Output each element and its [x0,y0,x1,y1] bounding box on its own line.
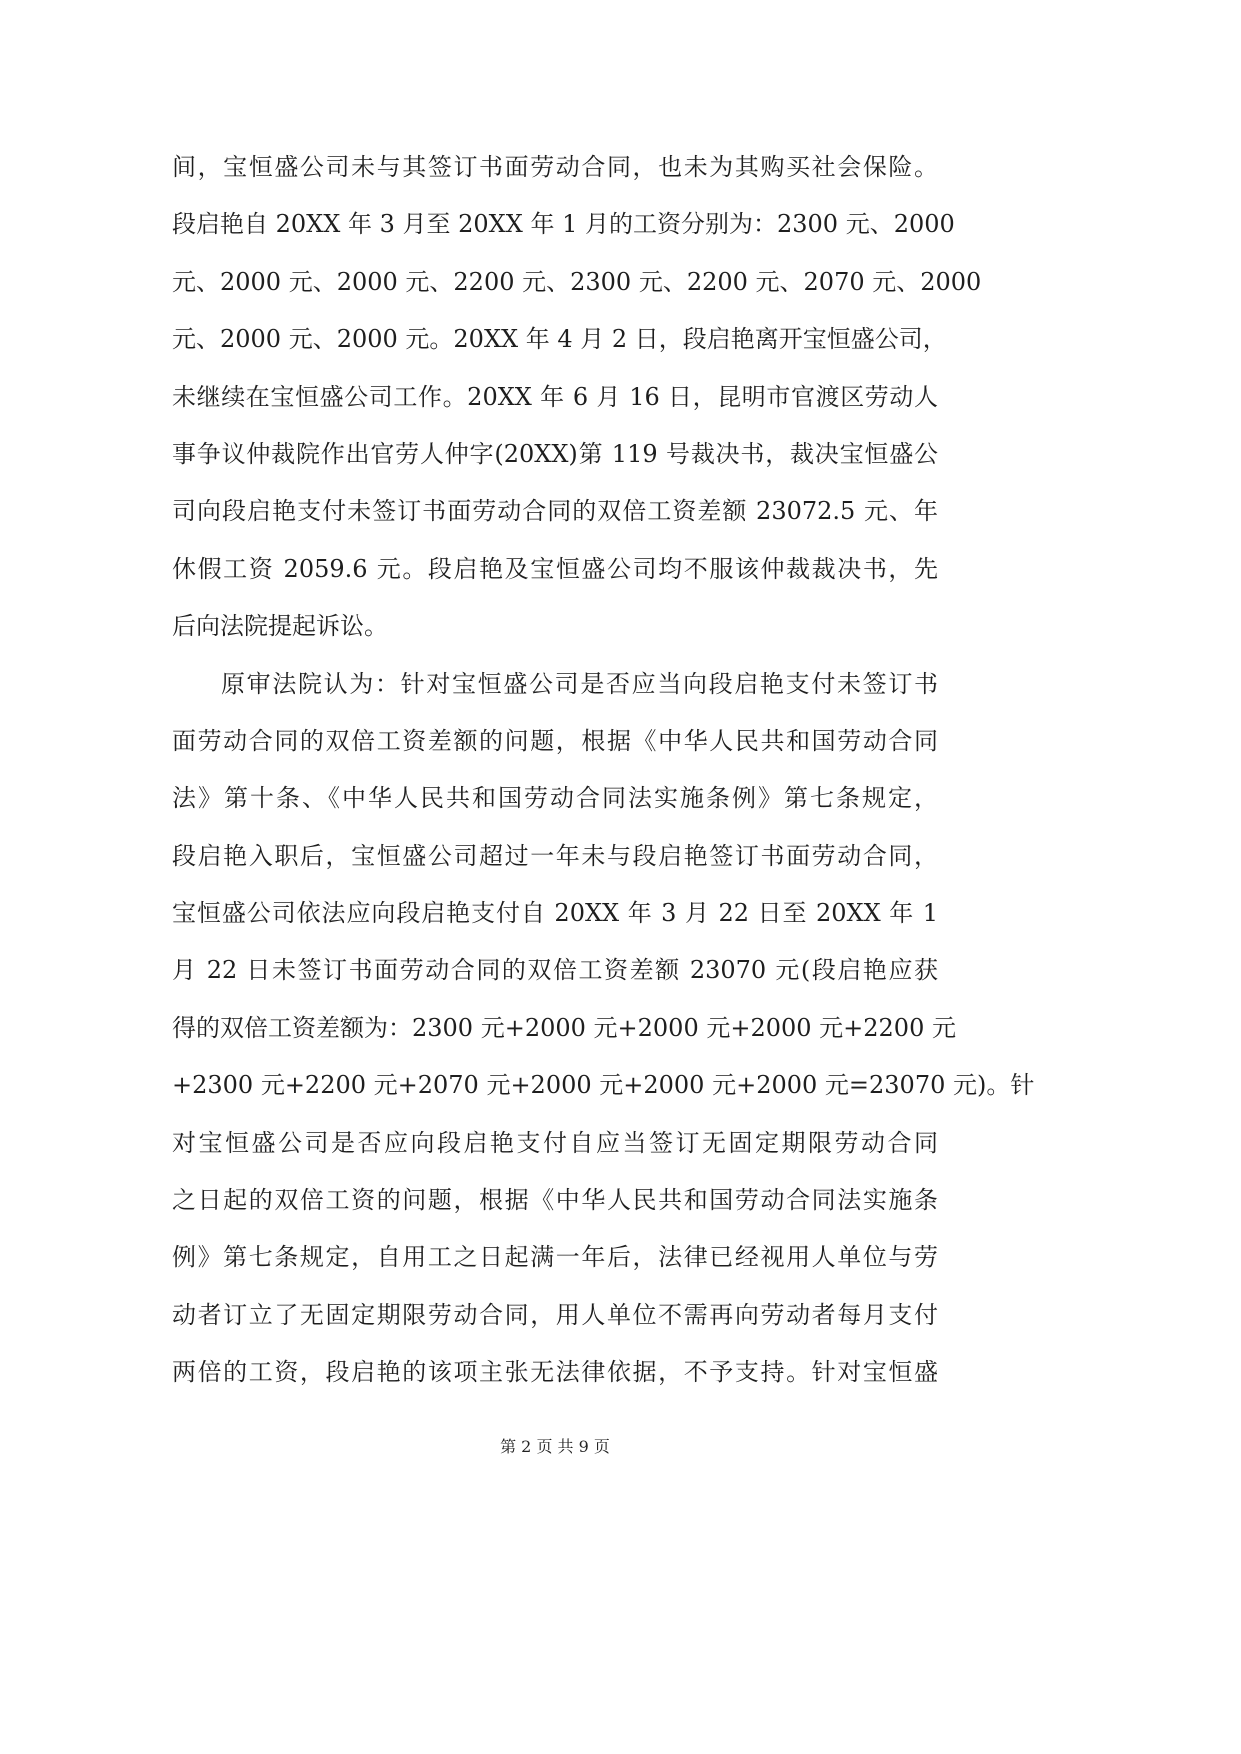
text-line: 事争议仲裁院作出官劳人仲字(20XX)第 119 号裁决书，裁决宝恒盛公 [172,439,938,468]
text-line: 段启艳入职后，宝恒盛公司超过一年未与段启艳签订书面劳动合同， [172,841,938,870]
text-line: 后向法院提起诉讼。 [172,612,388,641]
text-line: 得的双倍工资差额为：2300 元+2000 元+2000 元+2000 元+2200 元 [172,1013,956,1042]
document-body [172,139,1035,1402]
text-line: 段启艳自 20XX 年 3 月至 20XX 年 1 月的工资分别为：2300 元、2000 [172,210,955,239]
text-line: 未继续在宝恒盛公司工作。20XX 年 6 月 16 日，昆明市官渡区劳动人 [172,382,938,411]
text-line: 动者订立了无固定期限劳动合同，用人单位不需再向劳动者每月支付 [172,1300,938,1329]
page-number-footer: 第 2 页 共 9 页 [500,1437,610,1456]
paragraph-court-opinion [172,656,1035,1402]
text-line: 原审法院认为：针对宝恒盛公司是否应当向段启艳支付未签订书 [221,669,938,698]
text-line: 元、2000 元、2000 元。20XX 年 4 月 2 日，段启艳离开宝恒盛公司， [172,325,947,354]
text-line: 司向段启艳支付未签订书面劳动合同的双倍工资差额 23072.5 元、年 [172,497,938,526]
text-line: +2300 元+2200 元+2070 元+2000 元+2000 元+2000 元=23070 元)。针 [172,1071,1035,1100]
text-line: 之日起的双倍工资的问题，根据《中华人民共和国劳动合同法实施条 [172,1186,938,1215]
paragraph-facts [172,139,982,656]
text-line: 间，宝恒盛公司未与其签订书面劳动合同，也未为其购买社会保险。 [172,153,938,181]
text-line: 月 22 日未签订书面劳动合同的双倍工资差额 23070 元(段启艳应获 [172,956,938,985]
text-line: 休假工资 2059.6 元。段启艳及宝恒盛公司均不服该仲裁裁决书，先 [172,554,938,583]
text-line: 对宝恒盛公司是否应向段启艳支付自应当签订无固定期限劳动合同 [172,1128,938,1157]
text-line: 法》第十条、《中华人民共和国劳动合同法实施条例》第七条规定， [172,784,938,813]
text-line: 宝恒盛公司依法应向段启艳支付自 20XX 年 3 月 22 日至 20XX 年 1 [172,899,938,928]
text-line: 两倍的工资，段启艳的该项主张无法律依据，不予支持。针对宝恒盛 [172,1358,938,1387]
text-line: 面劳动合同的双倍工资差额的问题，根据《中华人民共和国劳动合同 [172,726,938,755]
text-line: 例》第七条规定，自用工之日起满一年后，法律已经视用人单位与劳 [172,1243,938,1272]
text-line: 元、2000 元、2000 元、2200 元、2300 元、2200 元、2070 元、2000 [172,267,982,296]
